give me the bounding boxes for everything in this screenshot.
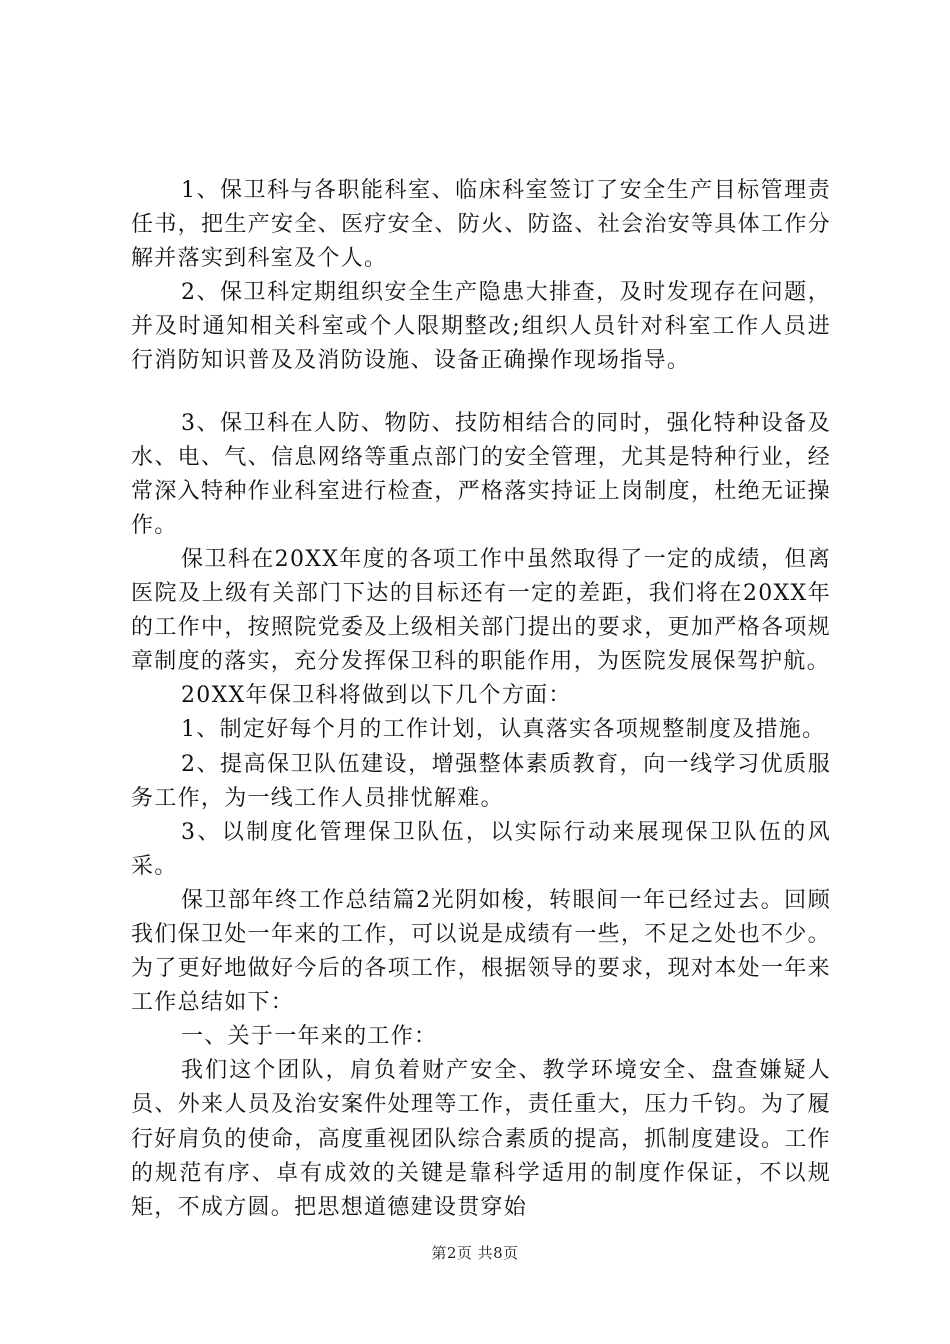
paragraph-7: 2、提高保卫队伍建设，增强整体素质教育，向一线学习优质服务工作，为一线工作人员排忧解难。 [131, 751, 831, 811]
paragraph-4: 保卫科在20XX年度的各项工作中虽然取得了一定的成绩，但离医院及上级有关部门下达的目标还有一定的差距，我们将在20XX年的工作中，按照院党委及上级相关部门提出的要求，更加严格各项规章制度的落实，充分发挥保卫科的职能作用，为医院发展保驾护航。 [131, 546, 831, 675]
paragraph-11: 我们这个团队，肩负着财产安全、教学环境安全、盘查嫌疑人员、外来人员及治安案件处理等工作，责任重大，压力千钧。为了履行好肩负的使命，高度重视团队综合素质的提高，抓制度建设。工作的规范有序、卓有成效的关键是靠科学适用的制度作保证，不以规矩，不成方圆。把思想道德建设贯穿始 [131, 1058, 831, 1220]
document-body [131, 174, 831, 1225]
paragraph-6: 1、制定好每个月的工作计划，认真落实各项规整制度及措施。 [181, 717, 826, 743]
page-number-footer: 第2页 共8页 [431, 1244, 519, 1262]
paragraph-3: 3、保卫科在人防、物防、技防相结合的同时，强化特种设备及水、电、气、信息网络等重点部门的安全管理，尤其是特种行业，经常深入特种作业科室进行检查，严格落实持证上岗制度，杜绝无证操作。 [131, 410, 831, 538]
paragraph-8: 3、以制度化管理保卫队伍，以实际行动来展现保卫队伍的风采。 [131, 819, 831, 879]
paragraph-10: 一、关于一年来的工作： [181, 1024, 438, 1050]
paragraph-9: 保卫部年终工作总结篇2光阴如梭，转眼间一年已经过去。回顾我们保卫处一年来的工作，可以说是成绩有一些，不足之处也不少。为了更好地做好今后的各项工作，根据领导的要求，现对本处一年来工作总结如下： [131, 887, 831, 1016]
paragraph-1: 1、保卫科与各职能科室、临床科室签订了安全生产目标管理责任书，把生产安全、医疗安全、防火、防盗、社会治安等具体工作分解并落实到科室及个人。 [131, 178, 831, 272]
paragraph-5: 20XX年保卫科将做到以下几个方面： [181, 683, 572, 709]
paragraph-2: 2、保卫科定期组织安全生产隐患大排查，及时发现存在问题，并及时通知相关科室或个人限期整改;组织人员针对科室工作人员进行消防知识普及及消防设施、设备正确操作现场指导。 [131, 280, 831, 374]
